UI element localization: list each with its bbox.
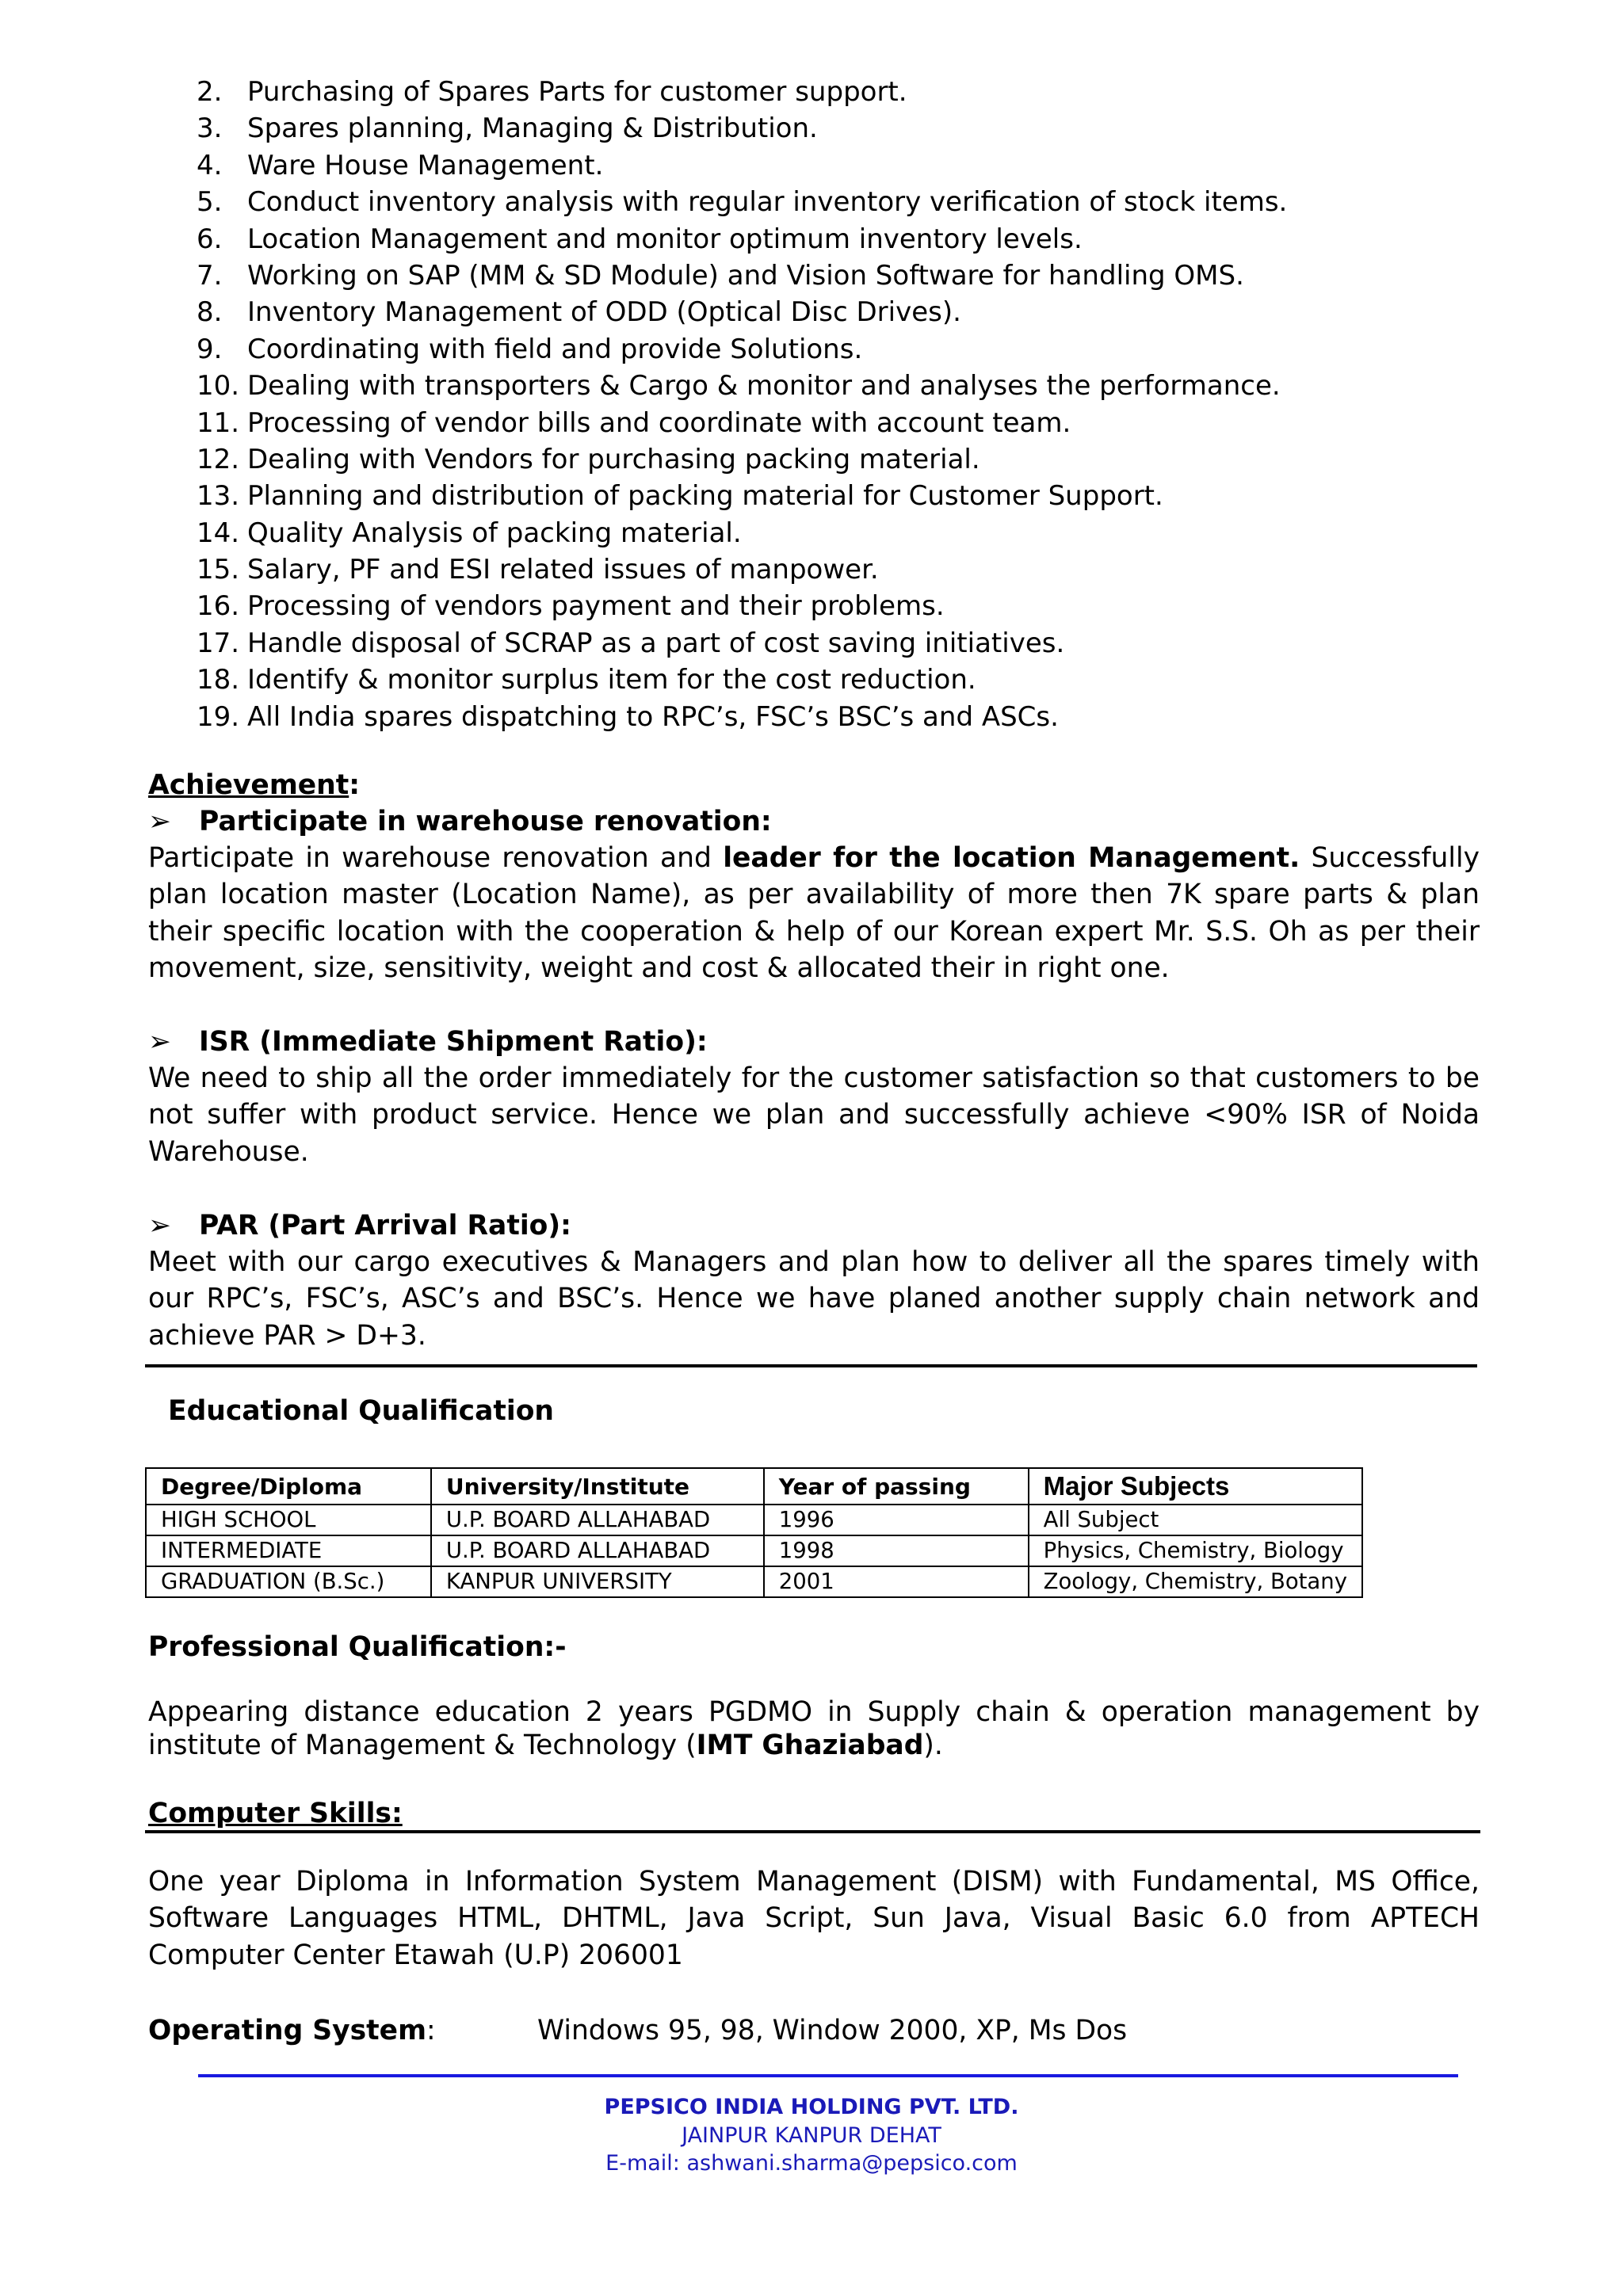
list-item-text: Purchasing of Spares Parts for customer support. [247,76,907,108]
list-item-number: 16. [197,590,240,623]
list-item-text: Quality Analysis of packing material. [247,517,742,549]
list-item-number: 3. [197,113,223,145]
column-header-degree: Degree/Diploma [146,1468,431,1505]
arrow-bullet-icon: ➢ [148,1026,171,1058]
list-item-number: 6. [197,223,223,255]
year-cell: 1998 [764,1535,1029,1566]
table-row [146,1566,1362,1597]
list-item-text: Salary, PF and ESI related issues of manpower. [247,554,879,586]
achievement-1-title: ➢ Participate in warehouse renovation: [148,803,772,840]
subjects-cell: Physics, Chemistry, Biology [1029,1535,1362,1566]
list-item-text: Identify & monitor surplus item for the cost reduction. [247,664,976,696]
list-item-number: 12. [197,443,240,475]
list-item-text: Processing of vendors payment and their problems. [247,590,945,623]
column-header-university: University/Institute [431,1468,764,1505]
degree-cell: GRADUATION (B.Sc.) [146,1566,431,1597]
list-item-number: 5. [197,186,223,219]
subjects-cell: Zoology, Chemistry, Botany [1029,1566,1362,1597]
column-header-subjects: Major Subjects [1029,1468,1362,1505]
degree-cell: HIGH SCHOOL [146,1505,431,1535]
footer-address: JAINPUR KANPUR DEHAT [682,2123,941,2148]
column-header-year: Year of passing [764,1468,1029,1505]
list-item-text: Dealing with Vendors for purchasing packing material. [247,443,980,475]
table-row [146,1535,1362,1566]
achievement-1-text: Participate in warehouse renovation and leader for the location Management. Successfully plan location master (Location Name), as per availability of more then 7K spare parts & plan their specific location with the cooperation & help of our Korean expert Mr. S.S. Oh as per their movement, size, sensitivity, weight and cost & allocated their in right one. [148,842,1480,985]
list-item-text: Dealing with transporters & Cargo & monitor and analyses the performance. [247,370,1281,402]
list-item-number: 18. [197,664,240,696]
list-item-number: 10. [197,370,240,402]
section-divider [145,1364,1477,1367]
list-item-text: Handle disposal of SCRAP as a part of cost saving initiatives. [247,627,1065,659]
professional-heading: Professional Qualification:- [148,1631,567,1663]
list-item-text: Working on SAP (MM & SD Module) and Vision Software for handling OMS. [247,259,1244,292]
list-item-number: 8. [197,296,223,329]
achievement-2-title: ➢ ISR (Immediate Shipment Ratio): [148,1024,708,1060]
education-heading: Educational Qualification [168,1395,554,1427]
list-item-text: Ware House Management. [247,149,604,181]
os-value: Windows 95, 98, Window 2000, XP, Ms Dos [537,2015,1128,2046]
list-item-text: Location Management and monitor optimum inventory levels. [247,223,1083,255]
list-item-number: 9. [197,333,223,365]
degree-cell: INTERMEDIATE [146,1535,431,1566]
list-item-number: 4. [197,149,223,181]
professional-text: Appearing distance education 2 years PGDMO in Supply chain & operation management by institute of Management & Technology (IMT Ghaziabad). [148,1696,1480,1761]
list-item-number: 13. [197,480,240,513]
table-header-row [146,1468,1362,1505]
list-item-text: Processing of vendor bills and coordinate with account team. [247,406,1071,439]
university-cell: KANPUR UNIVERSITY [431,1566,764,1597]
list-item-text: Conduct inventory analysis with regular inventory verification of stock items. [247,186,1288,219]
achievement-heading: Achievement: [148,769,361,801]
list-item-text: All India spares dispatching to RPC’s, FSC’s BSC’s and ASCs. [247,700,1059,733]
list-item-number: 15. [197,554,240,586]
arrow-bullet-icon: ➢ [148,1210,171,1241]
footer-divider [198,2074,1458,2077]
year-cell: 1996 [764,1505,1029,1535]
university-cell: U.P. BOARD ALLAHABAD [431,1505,764,1535]
table-row [146,1505,1362,1535]
os-label: Operating System: [148,2015,436,2046]
subjects-cell: All Subject [1029,1505,1362,1535]
footer-email: E-mail: ashwani.sharma@pepsico.com [605,2151,1018,2176]
list-item-number: 14. [197,517,240,549]
list-item-number: 2. [197,76,223,108]
list-item-number: 7. [197,259,223,292]
computer-skills-text: One year Diploma in Information System Management (DISM) with Fundamental, MS Office, Software Languages HTML, DHTML, Java Script, Sun Java, Visual Basic 6.0 from APTECH Computer Center Etawah (U.P) 206001 [148,1866,1480,1971]
list-item-number: 19. [197,700,240,733]
year-cell: 2001 [764,1566,1029,1597]
list-item-text: Coordinating with field and provide Solutions. [247,333,863,365]
list-item-text: Spares planning, Managing & Distribution. [247,113,818,145]
education-table [145,1467,1363,1598]
list-item-text: Inventory Management of ODD (Optical Disc Drives). [247,296,961,329]
achievement-3-text: Meet with our cargo executives & Managers and plan how to deliver all the spares timely with our RPC’s, FSC’s, ASC’s and BSC’s. Hence we have planed another supply chain network and achieve PAR > D+3. [148,1246,1480,1352]
achievement-2-text: We need to ship all the order immediately for the customer satisfaction so that customers to be not suffer with product service. Hence we plan and successfully achieve <90% ISR of Noida Warehouse. [148,1062,1480,1168]
footer-company: PEPSICO INDIA HOLDING PVT. LTD. [604,2095,1019,2119]
arrow-bullet-icon: ➢ [148,806,171,837]
university-cell: U.P. BOARD ALLAHABAD [431,1535,764,1566]
computer-skills-heading: Computer Skills: [148,1798,403,1829]
list-item-number: 11. [197,406,240,439]
list-item-number: 17. [197,627,240,659]
list-item-text: Planning and distribution of packing material for Customer Support. [247,480,1163,513]
section-divider [145,1830,1480,1833]
achievement-3-title: ➢ PAR (Part Arrival Ratio): [148,1207,571,1244]
